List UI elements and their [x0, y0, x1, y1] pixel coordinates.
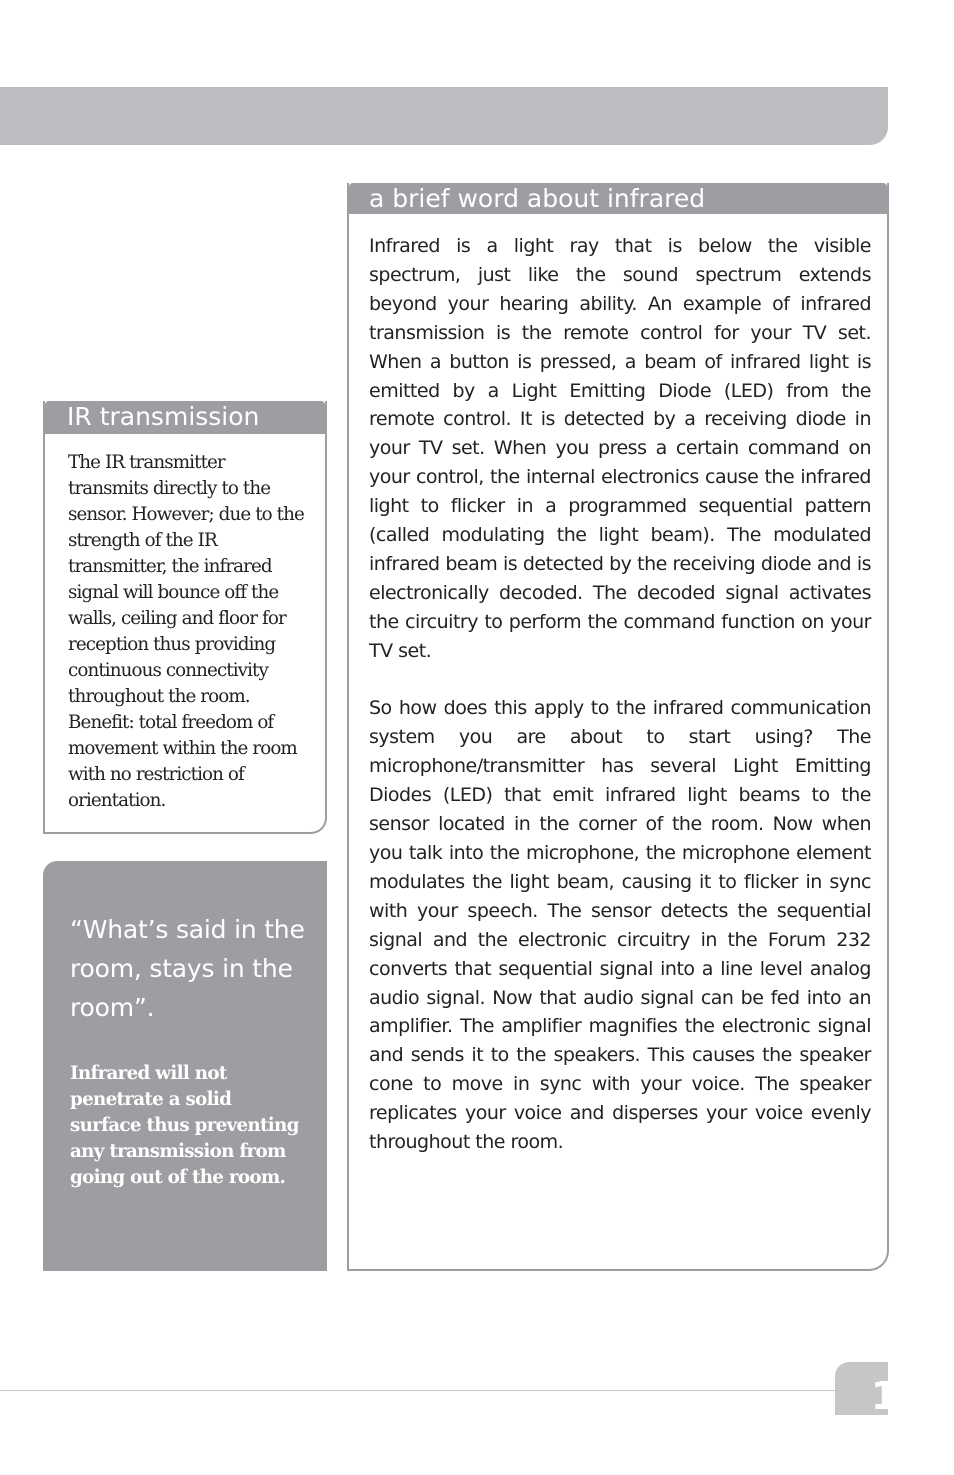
infrared-info-title: a brief word about infrared [349, 183, 887, 214]
quote-box [43, 861, 327, 1271]
quote-note: Infrared will not penetrate a solid surface thus preventing any transmission from going out of the room. [70, 1063, 299, 1188]
ir-transmission-text: The IR transmitter transmits directly to the sensor. However; due to the strength of the IR transmitter, the infrared signal will bounce off the walls, ceiling and floor for reception thus providing continuous connectivity throughout the room. Benefit: total freedom of movement within the room with no restriction of orientation. [68, 452, 304, 811]
infrared-paragraph-2: So how does this apply to the infrared communication system you are about to start using? The microphone/transmitter has several Light Emitting Diodes (LED) that emit infrared light beams to the sensor located in the corner of the room. Now when you talk into the microphone, the microphone element modulates the light beam, causing it to flicker in sync with your speech. The sensor detects the sequential signal and the electronic circuitry in the Forum 232 converts that sequential signal into a line level analog audio signal. Now that audio signal can be fed into an amplifier. The amplifier magnifies the electronic signal and sends it to the speakers. This causes the speaker cone to move in sync with your voice. The speaker replicates your voice and disperses your voice evenly throughout the room. [369, 697, 871, 1154]
infrared-info-body [369, 232, 871, 1157]
ir-transmission-title: IR transmission [45, 401, 325, 434]
footer-rule [0, 1390, 838, 1391]
infrared-paragraph-1: Infrared is a light ray that is below the visible spectrum, just like the sound spectrum extends beyond your hearing ability. An example of infrared transmission is the remote control for your TV set. When a button is pressed, a beam of infrared light is emitted by a Light Emitting Diode (LED) from the remote control. It is detected by a receiving diode in your TV set. When you press a certain command on your control, the internal electronics cause the infrared light to flicker in a programmed sequential pattern (called modulating the light beam). The modulated infrared beam is detected by the receiving diode and is electronically decoded. The decoded signal activates the circuitry to perform the command function on your TV set. [369, 235, 871, 662]
page-number-tab [835, 1362, 898, 1418]
pull-quote: “What’s said in the room, stays in the room”. [70, 915, 305, 1022]
ir-transmission-box [43, 401, 327, 834]
page-number: 1 [871, 1374, 898, 1418]
infrared-info-box [347, 183, 889, 1271]
header-band [0, 87, 888, 145]
